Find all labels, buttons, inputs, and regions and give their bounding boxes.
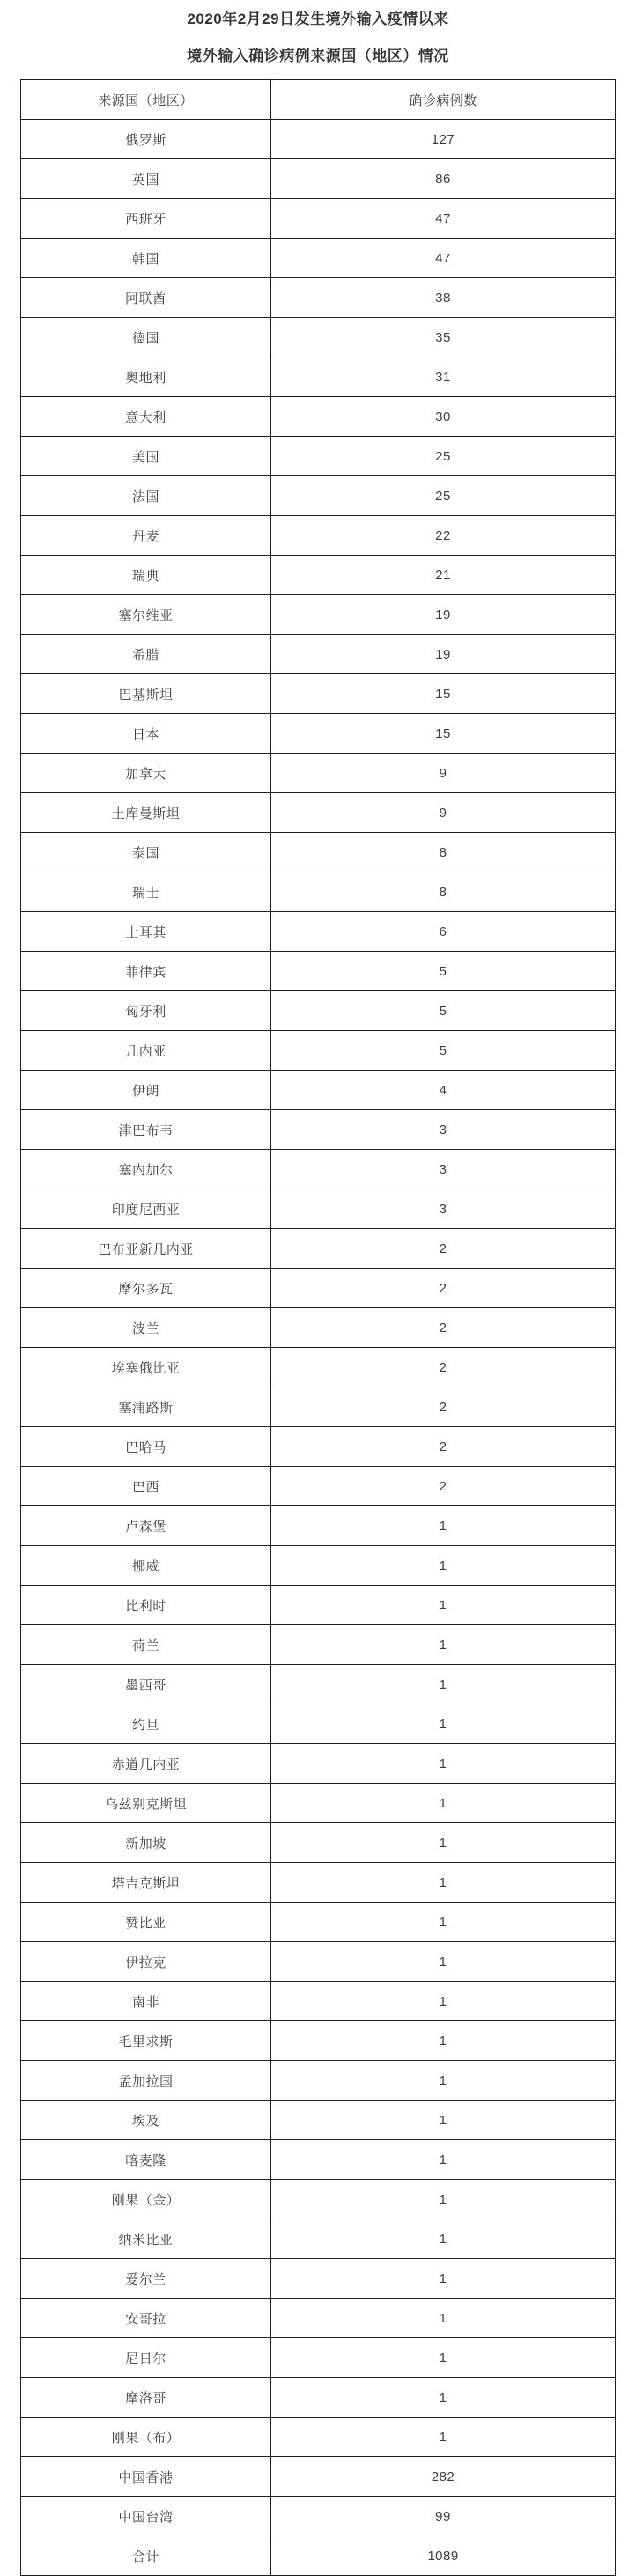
country-cell: 南非 bbox=[21, 1982, 271, 2021]
table-row bbox=[21, 239, 616, 278]
country-cell: 法国 bbox=[21, 476, 271, 516]
count-cell: 1 bbox=[271, 1704, 616, 1744]
country-cell: 韩国 bbox=[21, 239, 271, 278]
header-source-country: 来源国（地区） bbox=[21, 80, 271, 120]
country-cell: 喀麦隆 bbox=[21, 2140, 271, 2180]
table-row bbox=[21, 635, 616, 674]
country-cell: 希腊 bbox=[21, 635, 271, 674]
table-row bbox=[21, 2497, 616, 2536]
table-header-row bbox=[21, 80, 616, 120]
table-row bbox=[21, 1269, 616, 1308]
count-cell: 47 bbox=[271, 239, 616, 278]
count-cell: 1 bbox=[271, 1506, 616, 1546]
table-row bbox=[21, 1467, 616, 1506]
country-cell: 赤道几内亚 bbox=[21, 1744, 271, 1784]
count-cell: 99 bbox=[271, 2497, 616, 2536]
count-cell: 1 bbox=[271, 1744, 616, 1784]
page-title-line2: 境外输入确诊病例来源国（地区）情况 bbox=[187, 48, 449, 64]
count-cell: 2 bbox=[271, 1427, 616, 1467]
table-row bbox=[21, 595, 616, 635]
table-row bbox=[21, 1784, 616, 1823]
table-row bbox=[21, 714, 616, 754]
count-cell: 1 bbox=[271, 2299, 616, 2338]
country-cell: 几内亚 bbox=[21, 1031, 271, 1071]
table-row bbox=[21, 2180, 616, 2219]
count-cell: 19 bbox=[271, 635, 616, 674]
count-cell: 1 bbox=[271, 1942, 616, 1982]
country-cell: 埃及 bbox=[21, 2101, 271, 2140]
country-cell: 挪威 bbox=[21, 1546, 271, 1586]
table-row bbox=[21, 2140, 616, 2180]
count-cell: 4 bbox=[271, 1071, 616, 1110]
country-cell: 泰国 bbox=[21, 833, 271, 872]
table-row bbox=[21, 1863, 616, 1903]
table-row bbox=[21, 2378, 616, 2418]
table-row bbox=[21, 952, 616, 991]
count-cell: 15 bbox=[271, 714, 616, 754]
country-cell: 匈牙利 bbox=[21, 991, 271, 1031]
country-cell: 约旦 bbox=[21, 1704, 271, 1744]
table-row bbox=[21, 278, 616, 318]
country-cell: 伊朗 bbox=[21, 1071, 271, 1110]
count-cell: 1 bbox=[271, 1625, 616, 1665]
page-title-line1: 2020年2月29日发生境外输入疫情以来 bbox=[187, 11, 449, 27]
country-cell: 毛里求斯 bbox=[21, 2021, 271, 2061]
country-cell: 奥地利 bbox=[21, 357, 271, 397]
count-cell: 2 bbox=[271, 1229, 616, 1269]
table-row bbox=[21, 357, 616, 397]
table-row bbox=[21, 793, 616, 833]
table-row bbox=[21, 2299, 616, 2338]
table-row bbox=[21, 1031, 616, 1071]
count-cell: 2 bbox=[271, 1387, 616, 1427]
country-cell: 丹麦 bbox=[21, 516, 271, 556]
count-cell: 3 bbox=[271, 1150, 616, 1189]
table-row bbox=[21, 1665, 616, 1704]
table-row bbox=[21, 1942, 616, 1982]
country-cell: 中国香港 bbox=[21, 2457, 271, 2497]
count-cell: 6 bbox=[271, 912, 616, 952]
count-cell: 35 bbox=[271, 318, 616, 357]
count-cell: 1 bbox=[271, 2021, 616, 2061]
country-cell: 比利时 bbox=[21, 1586, 271, 1625]
country-cell: 英国 bbox=[21, 159, 271, 199]
count-cell: 1 bbox=[271, 2219, 616, 2259]
table-row bbox=[21, 1546, 616, 1586]
table-row bbox=[21, 833, 616, 872]
count-cell: 9 bbox=[271, 754, 616, 793]
country-cell: 塞内加尔 bbox=[21, 1150, 271, 1189]
country-cell: 巴布亚新几内亚 bbox=[21, 1229, 271, 1269]
country-cell: 中国台湾 bbox=[21, 2497, 271, 2536]
country-cell: 孟加拉国 bbox=[21, 2061, 271, 2101]
table-row bbox=[21, 2219, 616, 2259]
country-cell: 墨西哥 bbox=[21, 1665, 271, 1704]
count-cell: 25 bbox=[271, 437, 616, 476]
count-cell: 21 bbox=[271, 556, 616, 595]
country-cell: 俄罗斯 bbox=[21, 120, 271, 159]
total-row bbox=[21, 2536, 616, 2576]
count-cell: 1 bbox=[271, 2338, 616, 2378]
count-cell: 282 bbox=[271, 2457, 616, 2497]
table-row bbox=[21, 2338, 616, 2378]
table-row bbox=[21, 2418, 616, 2457]
count-cell: 8 bbox=[271, 872, 616, 912]
count-cell: 86 bbox=[271, 159, 616, 199]
count-cell: 2 bbox=[271, 1348, 616, 1387]
table-row bbox=[21, 437, 616, 476]
count-cell: 2 bbox=[271, 1269, 616, 1308]
table-row bbox=[21, 2101, 616, 2140]
table-row bbox=[21, 1823, 616, 1863]
table-row bbox=[21, 1110, 616, 1150]
country-cell: 意大利 bbox=[21, 397, 271, 437]
table-row bbox=[21, 2021, 616, 2061]
table-row bbox=[21, 318, 616, 357]
header-confirmed-count: 确诊病例数 bbox=[271, 80, 616, 120]
country-cell: 纳米比亚 bbox=[21, 2219, 271, 2259]
count-cell: 15 bbox=[271, 674, 616, 714]
total-label-cell: 合计 bbox=[21, 2536, 271, 2576]
country-cell: 塞尔维亚 bbox=[21, 595, 271, 635]
country-cell: 日本 bbox=[21, 714, 271, 754]
table-row bbox=[21, 556, 616, 595]
count-cell: 1 bbox=[271, 2180, 616, 2219]
table-row bbox=[21, 991, 616, 1031]
count-cell: 1 bbox=[271, 2140, 616, 2180]
count-cell: 1 bbox=[271, 1546, 616, 1586]
table-row bbox=[21, 1189, 616, 1229]
table-row bbox=[21, 1704, 616, 1744]
count-cell: 1 bbox=[271, 1903, 616, 1942]
table-row bbox=[21, 674, 616, 714]
count-cell: 19 bbox=[271, 595, 616, 635]
country-cell: 菲律宾 bbox=[21, 952, 271, 991]
country-cell: 阿联酋 bbox=[21, 278, 271, 318]
table-row bbox=[21, 476, 616, 516]
table-row bbox=[21, 912, 616, 952]
country-cell: 卢森堡 bbox=[21, 1506, 271, 1546]
table-row bbox=[21, 1982, 616, 2021]
count-cell: 38 bbox=[271, 278, 616, 318]
country-cell: 安哥拉 bbox=[21, 2299, 271, 2338]
country-cell: 波兰 bbox=[21, 1308, 271, 1348]
country-cell: 塔吉克斯坦 bbox=[21, 1863, 271, 1903]
table-row bbox=[21, 1744, 616, 1784]
country-cell: 瑞士 bbox=[21, 872, 271, 912]
table-row bbox=[21, 1229, 616, 1269]
count-cell: 1 bbox=[271, 2418, 616, 2457]
count-cell: 1 bbox=[271, 2061, 616, 2101]
country-cell: 巴基斯坦 bbox=[21, 674, 271, 714]
count-cell: 47 bbox=[271, 199, 616, 239]
table-row bbox=[21, 1071, 616, 1110]
country-cell: 伊拉克 bbox=[21, 1942, 271, 1982]
count-cell: 5 bbox=[271, 1031, 616, 1071]
country-cell: 赞比亚 bbox=[21, 1903, 271, 1942]
country-cell: 瑞典 bbox=[21, 556, 271, 595]
count-cell: 3 bbox=[271, 1189, 616, 1229]
country-cell: 摩洛哥 bbox=[21, 2378, 271, 2418]
table-row bbox=[21, 1586, 616, 1625]
table-row bbox=[21, 1150, 616, 1189]
table-row bbox=[21, 516, 616, 556]
country-cell: 印度尼西亚 bbox=[21, 1189, 271, 1229]
table-row bbox=[21, 872, 616, 912]
count-cell: 1 bbox=[271, 2259, 616, 2299]
count-cell: 1 bbox=[271, 1784, 616, 1823]
country-cell: 巴哈马 bbox=[21, 1427, 271, 1467]
count-cell: 1 bbox=[271, 1823, 616, 1863]
table-row bbox=[21, 1308, 616, 1348]
count-cell: 1 bbox=[271, 1586, 616, 1625]
country-cell: 乌兹别克斯坦 bbox=[21, 1784, 271, 1823]
table-row bbox=[21, 397, 616, 437]
country-cell: 尼日尔 bbox=[21, 2338, 271, 2378]
country-cell: 荷兰 bbox=[21, 1625, 271, 1665]
country-cell: 美国 bbox=[21, 437, 271, 476]
count-cell: 2 bbox=[271, 1308, 616, 1348]
total-count-cell: 1089 bbox=[271, 2536, 616, 2576]
country-cell: 加拿大 bbox=[21, 754, 271, 793]
table-row bbox=[21, 120, 616, 159]
table-row bbox=[21, 754, 616, 793]
country-cell: 土耳其 bbox=[21, 912, 271, 952]
count-cell: 127 bbox=[271, 120, 616, 159]
count-cell: 9 bbox=[271, 793, 616, 833]
table-row bbox=[21, 2061, 616, 2101]
table-row bbox=[21, 1427, 616, 1467]
country-cell: 埃塞俄比亚 bbox=[21, 1348, 271, 1387]
count-cell: 1 bbox=[271, 2378, 616, 2418]
table-row bbox=[21, 1348, 616, 1387]
country-cell: 津巴布韦 bbox=[21, 1110, 271, 1150]
table-row bbox=[21, 1903, 616, 1942]
table-row bbox=[21, 1506, 616, 1546]
country-cell: 德国 bbox=[21, 318, 271, 357]
count-cell: 1 bbox=[271, 1665, 616, 1704]
country-cell: 刚果（金） bbox=[21, 2180, 271, 2219]
count-cell: 25 bbox=[271, 476, 616, 516]
table-row bbox=[21, 2457, 616, 2497]
table-row bbox=[21, 1625, 616, 1665]
count-cell: 2 bbox=[271, 1467, 616, 1506]
count-cell: 30 bbox=[271, 397, 616, 437]
count-cell: 3 bbox=[271, 1110, 616, 1150]
country-cell: 巴西 bbox=[21, 1467, 271, 1506]
table-body bbox=[21, 120, 616, 2576]
country-cell: 塞浦路斯 bbox=[21, 1387, 271, 1427]
country-cell: 土库曼斯坦 bbox=[21, 793, 271, 833]
count-cell: 8 bbox=[271, 833, 616, 872]
country-cell: 西班牙 bbox=[21, 199, 271, 239]
table-row bbox=[21, 2259, 616, 2299]
country-cell: 爱尔兰 bbox=[21, 2259, 271, 2299]
imported-cases-table bbox=[20, 79, 616, 2576]
country-cell: 新加坡 bbox=[21, 1823, 271, 1863]
count-cell: 5 bbox=[271, 952, 616, 991]
count-cell: 1 bbox=[271, 1982, 616, 2021]
country-cell: 刚果（布） bbox=[21, 2418, 271, 2457]
table-row bbox=[21, 159, 616, 199]
count-cell: 1 bbox=[271, 1863, 616, 1903]
count-cell: 31 bbox=[271, 357, 616, 397]
count-cell: 1 bbox=[271, 2101, 616, 2140]
table-row bbox=[21, 199, 616, 239]
count-cell: 22 bbox=[271, 516, 616, 556]
country-cell: 摩尔多瓦 bbox=[21, 1269, 271, 1308]
count-cell: 5 bbox=[271, 991, 616, 1031]
table-row bbox=[21, 1387, 616, 1427]
